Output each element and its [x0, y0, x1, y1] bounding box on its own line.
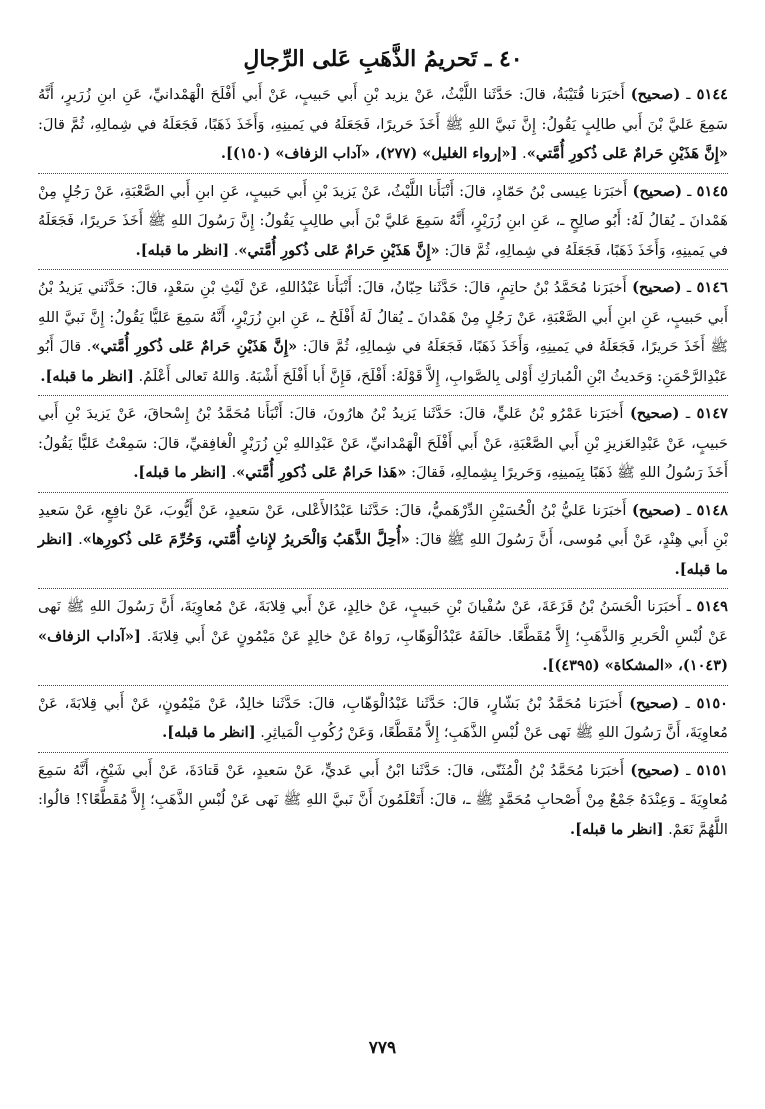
separator [38, 269, 728, 270]
hadith-matn: «إِنَّ هَذَيْنِ حَرامٌ عَلى ذُكورِ أُمَّتي» [526, 145, 728, 162]
hadith-reference: [انظر ما قبله]. [569, 820, 664, 838]
separator [38, 492, 728, 493]
hadith-matn: «هَذا حَرامٌ عَلى ذُكورِ أُمَّتي» [236, 464, 407, 481]
hadith-isnad: أَخبَرَنا مُحَمَّدُ بْنُ بَشّارٍ، قالَ: حَدَّثَنا عَبْدُالْوَهّابِ، قالَ: حَدَّثَنا خالِدٌ، عَنْ مَيْمُونٍ، عَنْ أَبي قِلابَةَ، عَنْ مُعاوِيَةَ، أَنَّ رَسُولَ اللهِ ﷺ نَهى عَنْ لُبْسِ الذَّهَبِ؛ إِلاَّ مُقَطَّعًا، وَعَنْ رُكُوبِ الْمَياثِرِ. [38, 694, 728, 741]
page-number: ٧٧٩ [368, 1038, 397, 1058]
hadith-grade: (صحيح) [630, 86, 681, 103]
hadith-grade: (صحيح) [632, 182, 682, 200]
hadith-matn: «إِنَّ هَذَيْنِ حَرامٌ عَلى ذُكورِ أُمَّتي» [91, 338, 298, 355]
dash: ـ [681, 501, 697, 519]
hadith-5149 [38, 592, 728, 683]
hadith-tail: . [229, 241, 239, 259]
hadith-reference: [انظر ما قبله]. [135, 241, 230, 259]
hadith-reference: [انظر ما قبله]. [133, 464, 227, 481]
dash: ـ [678, 694, 697, 712]
hadith-tail: . [226, 464, 237, 481]
hadith-grade: (صحيح) [631, 501, 682, 519]
dash: ـ [680, 86, 697, 103]
hadith-reference: [انظر ما قبله]. [40, 367, 134, 385]
hadith-isnad: أَخبَرَنا مُحَمَّدُ بْنُ حاتِمٍ، قالَ: حَدَّثَنا حِبّانُ، قالَ: أَنْبَأَنا عَبْدُاللهِ، عَنْ لَيْثِ بْنِ سَعْدٍ، قالَ: حَدَّثَني يَزيدُ بْنُ أَبي حَبيبٍ، عَنِ ابنِ أَبي الصَّعْبَةِ، عَنْ رَجُلٍ مِنْ هَمْدانَ ـ يُقالُ لَهُ أَفْلَحُ ـ، عَنِ ابنِ زُرَيْرٍ، أَنَّهُ سَمِعَ عَليًّا يَقُولُ: إِنَّ نَبيَّ اللهِ ﷺ أَخَذَ حَريرًا، فَجَعَلَهُ في يَمينِهِ، وَأَخَذَ ذَهَبًا، فَجَعَلَهُ في شِمالِهِ، ثُمَّ قالَ: [38, 279, 728, 355]
separator [38, 752, 728, 753]
dash: ـ [679, 761, 697, 779]
hadith-isnad: أَخبَرَنا قُتَيْبَةُ، قالَ: حَدَّثَنا اللَّيْثُ، عَنْ يزيد بْنِ أَبي حَبيبٍ، عَنْ أَبي أَفْلَحَ الْهَمْدانيِّ، عَنِ ابنِ زُرَيرٍ، أَنَّهُ سَمِعَ عَليَّ بْنَ أَبي طالِبٍ يَقُولُ: إِنَّ نَبيَّ اللهِ ﷺ أَخَذَ حَريرًا، فَجَعَلَهُ في يَمينِهِ، وَأَخَذَ ذَهَبًا، فَجَعَلَهُ في شِمالِهِ، ثُمَّ قالَ: [38, 86, 728, 133]
separator [38, 173, 728, 174]
hadith-5148 [38, 496, 728, 587]
hadith-grade: (صحيح) [629, 694, 679, 712]
hadith-reference: [انظر ما قبله]. [38, 531, 728, 578]
dash: ـ [682, 182, 697, 200]
dash: ـ [679, 405, 697, 422]
hadith-isnad: أَخبَرَنا مُحَمَّدُ بْنُ الْمُثَنّى، قالَ: حَدَّثَنا ابْنُ أَبي عَديٍّ، عَنْ سَعيدٍ، عَنْ قَتادَةَ، عَنْ أَبي شَيْخٍ، أَنَّهُ سَمِعَ مُعاوِيَةَ ـ وَعِنْدَهُ جَمْعٌ مِنْ أَصْحابِ مُحَمَّدٍ ﷺ ـ، قالَ: أَتَعْلَمُونَ أَنَّ نَبيَّ اللهِ ﷺ نَهى عَنْ لُبْسِ الذَّهَبِ؛ إِلاَّ مُقَطَّعًا؟! قالُوا: اللَّهُمَّ نَعَمْ. [38, 761, 728, 838]
hadith-grade: (صحيح) [629, 405, 680, 422]
hadith-grade: (صحيح) [630, 761, 680, 779]
page-body [38, 42, 728, 846]
hadith-reference: [انظر ما قبله]. [162, 724, 256, 741]
hadith-isnad: أَخبَرَنا عِيسى بْنُ حَمّادٍ، قالَ: أَنْبَأَنا اللَّيْثُ، عَنْ يَزيدَ بْنِ أَبي حَبيبٍ، عَنِ ابنِ أَبي الصَّعْبَةِ، عَنْ رَجُلٍ مِنْ هَمْدانَ ـ يُقالُ لَهُ: أَبُو صالِحٍ ـ، عَنِ ابنِ زُرَيْرٍ، أَنَّهُ سَمِعَ عَليَّ بْنَ أَبي طالِبٍ يَقُولُ: إِنَّ رَسُولَ اللهِ ﷺ أَخَذَ حَريرًا، فَجَعَلَهُ في يَمينِهِ، وَأَخَذَ ذَهَبًا، فَجَعَلَهُ في شِمالِهِ، ثُمَّ قالَ: [38, 182, 728, 259]
dash: ـ [681, 598, 697, 615]
hadith-isnad: أَخبَرَنا عَليُّ بْنُ الْحُسَيْنِ الدِّرْهَميُّ، قالَ: حَدَّثَنا عَبْدُالأَعْلى، عَنْ سَعيدٍ، عَنْ أَيُّوبَ، عَنْ نافِعٍ، عَنْ سَعيدِ بْنِ أَبي هِنْدٍ، عَنْ أَبي مُوسى، أَنَّ رَسُولَ اللهِ ﷺ قالَ: [38, 501, 728, 548]
hadith-grade: (صحيح) [632, 279, 682, 296]
hadith-number: ٥١٤٦ [696, 279, 728, 296]
hadith-number: ٥١٤٧ [696, 405, 728, 422]
hadith-number: ٥١٤٩ [696, 598, 728, 615]
hadith-5146 [38, 273, 728, 393]
hadith-reference: [«إرواء الغليل» (٢٧٧)، «آداب الزفاف» (١٥٠)]. [220, 145, 518, 162]
hadith-number: ٥١٥٠ [696, 694, 728, 712]
hadith-5147 [38, 399, 728, 490]
hadith-isnad: أَخبَرَنا عَمْرُو بْنُ عَليٍّ، قالَ: حَدَّثَنا يَزيدُ بْنُ هارُونَ، قالَ: أَنْبَأَنا مُحَمَّدُ بْنُ إِسْحاقَ، عَنْ يَزيدَ بْنِ أَبي حَبيبٍ، عَنْ عَبْدِالعَزيزِ بْنِ أَبي الصَّعْبَةِ، عَنْ أَبي أَفْلَحَ الْهَمْدانيِّ، عَنْ عَبْدِاللهِ بْنِ زُرَيْرٍ الْغافِقيِّ، قالَ: سَمِعْتُ عَليًّا يَقُولُ: أَخَذَ رَسُولُ اللهِ ﷺ ذَهَبًا بِيَمينِهِ، وَحَريرًا بِشِمالِهِ، فَقالَ: [38, 405, 728, 481]
hadith-5144 [38, 80, 728, 171]
separator [38, 685, 728, 686]
hadith-5150 [38, 689, 728, 750]
hadith-5151 [38, 756, 728, 847]
separator [38, 588, 728, 589]
hadith-reference: [«آداب الزفاف» (١٠٤٣)، «المشكاة» (٤٣٩٥)]. [38, 627, 728, 674]
hadith-isnad: أَخبَرَنا الْحَسَنُ بْنُ قَزَعَةَ، عَنْ سُفْيانَ بْنِ حَبيبٍ، عَنْ خالِدٍ، عَنْ أَبي قِلابَةَ، عَنْ مُعاوِيَةَ، أَنَّ رَسُولَ اللهِ ﷺ نَهى عَنْ لُبْسِ الْحَريرِ وَالذَّهَبِ؛ إِلاَّ مُقَطَّعًا. خالَفَهُ عَبْدُالْوَهّابِ، رَواهُ عَنْ خالِدٍ عَنْ مَيْمُونٍ عَنْ أَبي قِلابَةَ. [38, 598, 728, 645]
dash: ـ [681, 279, 697, 296]
hadith-number: ٥١٥١ [696, 761, 728, 779]
hadith-tail: . قالَ أَبُو عَبْدِالرَّحْمَنِ: وَحَديثُ ابْنِ الْمُبارَكِ أَوْلى بِالصَّوابِ، إِلاَّ قَوْلَهُ: أَفْلَحَ، فَإِنَّ أَبا أَفْلَحَ أَشْبَهُ. وَاللهُ تَعالى أَعْلَمُ. [38, 338, 728, 385]
hadith-number: ٥١٤٤ [696, 86, 728, 103]
hadith-number: ٥١٤٥ [696, 182, 728, 200]
chapter-title: ٤٠ ـ تَحريمُ الذَّهَبِ عَلى الرِّجالِ [243, 46, 523, 72]
hadith-tail: . [73, 531, 83, 548]
hadith-matn: «إِنَّ هَذَيْنِ حَرامٌ عَلى ذُكورِ أُمَّتي» [238, 241, 440, 259]
hadith-tail: . [517, 145, 527, 162]
separator [38, 395, 728, 396]
hadith-5145 [38, 177, 728, 268]
hadith-number: ٥١٤٨ [696, 501, 728, 519]
hadith-matn: «أُحِلَّ الذَّهَبُ وَالْحَريرُ لإِناثِ أُمَّتي، وَحُرِّمَ عَلى ذُكورِها» [82, 531, 410, 548]
